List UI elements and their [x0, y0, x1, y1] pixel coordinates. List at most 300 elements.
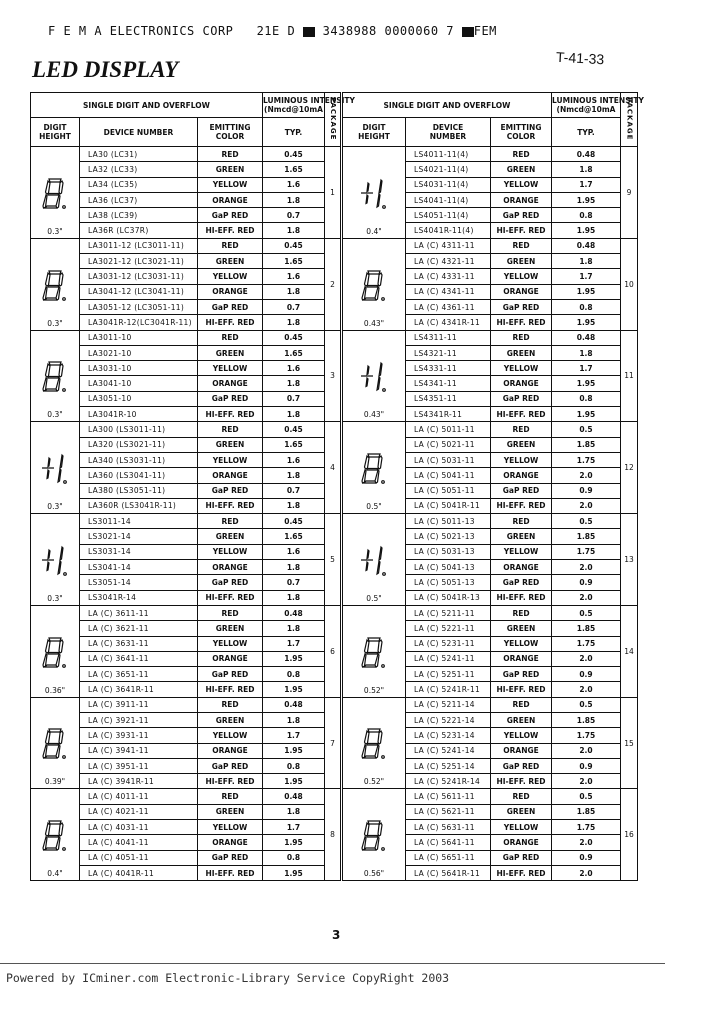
- device-number-cell: LA (C) 5221-11: [406, 621, 491, 636]
- emitting-color-cell: YELLOW: [491, 544, 552, 559]
- device-number-cell: LA (C) 3641R-11: [80, 682, 198, 697]
- device-number-cell: LA3011-10: [80, 330, 198, 345]
- device-number-cell: LS4031-11(4): [406, 177, 491, 192]
- device-number-cell: LA (C) 4311-11: [406, 238, 491, 253]
- package-header: PACKAGE: [325, 93, 341, 147]
- emitting-color-cell: YELLOW: [198, 361, 263, 376]
- luminous-typ-cell: 1.65: [263, 345, 325, 360]
- emitting-color-cell: GREEN: [491, 621, 552, 636]
- luminous-typ-cell: 1.6: [263, 177, 325, 192]
- device-number-cell: LA (C) 5041R-11: [406, 498, 491, 513]
- emitting-color-cell: ORANGE: [491, 284, 552, 299]
- device-number-cell: LA (C) 5031-13: [406, 544, 491, 559]
- table-row: [343, 238, 638, 253]
- luminous-typ-cell: 1.95: [552, 284, 621, 299]
- device-number-cell: LA (C) 4041-11: [80, 835, 198, 850]
- luminous-typ-cell: 2.0: [552, 774, 621, 789]
- table-row: [31, 514, 341, 529]
- emitting-color-cell: RED: [491, 697, 552, 712]
- device-number-cell: LS4311-11: [406, 330, 491, 345]
- emitting-color-cell: HI-EFF. RED: [491, 315, 552, 330]
- luminous-typ-cell: 2.0: [552, 560, 621, 575]
- luminous-typ-cell: 0.9: [552, 667, 621, 682]
- device-number-cell: LA34 (LC35): [80, 177, 198, 192]
- device-number-cell: LS4331-11: [406, 361, 491, 376]
- emitting-color-cell: RED: [491, 605, 552, 620]
- luminous-typ-cell: 1.95: [552, 376, 621, 391]
- emitting-color-cell: HI-EFF. RED: [491, 407, 552, 422]
- luminous-typ-cell: 1.7: [552, 361, 621, 376]
- luminous-typ-cell: 1.95: [263, 774, 325, 789]
- device-number-cell: LA (C) 4361-11: [406, 299, 491, 314]
- device-number-cell: LA38 (LC39): [80, 208, 198, 223]
- seven-segment-digit-icon: [31, 177, 79, 211]
- emitting-color-cell: ORANGE: [198, 284, 263, 299]
- device-number-cell: LA (C) 5611-11: [406, 789, 491, 804]
- device-number-cell: LA3021-12 (LC3021-11): [80, 254, 198, 269]
- luminous-typ-cell: 0.8: [263, 667, 325, 682]
- emitting-color-cell: GREEN: [198, 437, 263, 452]
- luminous-typ-cell: 1.85: [552, 712, 621, 727]
- table-row: [31, 697, 341, 712]
- emitting-color-header: EMITTING COLOR: [491, 118, 552, 147]
- emitting-color-cell: YELLOW: [491, 728, 552, 743]
- digit-height-value: 0.5": [366, 502, 382, 512]
- emitting-color-cell: RED: [491, 789, 552, 804]
- package-number-cell: 4: [325, 422, 341, 514]
- luminous-typ-cell: 1.75: [552, 728, 621, 743]
- luminous-typ-cell: 0.45: [263, 422, 325, 437]
- digit-height-value: 0.3": [47, 502, 63, 512]
- device-number-cell: LA (C) 4051-11: [80, 850, 198, 865]
- seven-segment-digit-icon: [31, 360, 79, 394]
- luminous-typ-cell: 0.48: [263, 605, 325, 620]
- device-number-header: DEVICE NUMBER: [80, 118, 198, 147]
- device-number-cell: LS4041-11(4): [406, 192, 491, 207]
- overflow-digit-icon: [343, 177, 405, 211]
- seven-segment-digit-icon: [343, 269, 405, 303]
- luminous-typ-cell: 1.75: [552, 452, 621, 467]
- device-number-cell: LA (C) 5051-13: [406, 575, 491, 590]
- block-mark: [303, 27, 315, 37]
- emitting-color-cell: HI-EFF. RED: [491, 774, 552, 789]
- table-row: [343, 422, 638, 437]
- luminous-typ-cell: 0.9: [552, 575, 621, 590]
- emitting-color-cell: GaP RED: [198, 667, 263, 682]
- emitting-color-cell: YELLOW: [491, 361, 552, 376]
- digit-height-cell: [343, 422, 406, 514]
- luminous-typ-cell: 1.95: [263, 865, 325, 880]
- device-number-cell: LA (C) 5231-11: [406, 636, 491, 651]
- package-number-cell: 11: [621, 330, 638, 422]
- luminous-typ-cell: 0.45: [263, 238, 325, 253]
- device-number-cell: LS3051-14: [80, 575, 198, 590]
- luminous-typ-cell: 1.65: [263, 437, 325, 452]
- emitting-color-cell: GREEN: [198, 804, 263, 819]
- footer-divider: [0, 963, 665, 964]
- table-row: [31, 422, 341, 437]
- emitting-color-cell: GREEN: [491, 712, 552, 727]
- emitting-color-cell: RED: [491, 422, 552, 437]
- emitting-color-cell: HI-EFF. RED: [198, 407, 263, 422]
- luminous-typ-cell: 2.0: [552, 835, 621, 850]
- emitting-color-cell: RED: [491, 330, 552, 345]
- luminous-typ-cell: 1.85: [552, 804, 621, 819]
- emitting-color-cell: RED: [491, 514, 552, 529]
- device-number-cell: LA32 (LC33): [80, 162, 198, 177]
- emitting-color-cell: YELLOW: [491, 269, 552, 284]
- emitting-color-cell: HI-EFF. RED: [491, 865, 552, 880]
- emitting-color-cell: GaP RED: [491, 667, 552, 682]
- emitting-color-cell: ORANGE: [491, 468, 552, 483]
- luminous-typ-cell: 1.65: [263, 529, 325, 544]
- emitting-color-cell: YELLOW: [491, 177, 552, 192]
- luminous-typ-cell: 1.95: [263, 682, 325, 697]
- typ-header: TYP.: [263, 118, 325, 147]
- device-number-cell: LA (C) 3911-11: [80, 697, 198, 712]
- device-number-cell: LA (C) 4341R-11: [406, 315, 491, 330]
- device-number-header: DEVICE NUMBER: [406, 118, 491, 147]
- luminous-typ-cell: 1.6: [263, 544, 325, 559]
- emitting-color-cell: ORANGE: [198, 835, 263, 850]
- device-number-cell: LA (C) 3931-11: [80, 728, 198, 743]
- luminous-typ-cell: 0.5: [552, 697, 621, 712]
- luminous-typ-cell: 1.95: [263, 835, 325, 850]
- luminous-typ-cell: 0.48: [263, 789, 325, 804]
- device-number-cell: LA (C) 4341-11: [406, 284, 491, 299]
- table-row: [31, 238, 341, 253]
- luminous-typ-cell: 2.0: [552, 743, 621, 758]
- emitting-color-cell: GaP RED: [198, 299, 263, 314]
- luminous-typ-cell: 0.8: [263, 850, 325, 865]
- seven-segment-digit-icon: [31, 636, 79, 670]
- emitting-color-cell: GREEN: [198, 712, 263, 727]
- emitting-color-cell: YELLOW: [198, 269, 263, 284]
- device-number-cell: LA (C) 3941R-11: [80, 774, 198, 789]
- device-number-cell: LA (C) 5241R-11: [406, 682, 491, 697]
- emitting-color-cell: GREEN: [198, 345, 263, 360]
- emitting-color-cell: HI-EFF. RED: [198, 865, 263, 880]
- luminous-typ-cell: 1.8: [263, 376, 325, 391]
- emitting-color-cell: RED: [198, 789, 263, 804]
- emitting-color-cell: ORANGE: [198, 192, 263, 207]
- emitting-color-cell: RED: [198, 697, 263, 712]
- device-number-cell: LA380 (LS3051-11): [80, 483, 198, 498]
- package-number-cell: 10: [621, 238, 638, 330]
- device-number-cell: LA (C) 5621-11: [406, 804, 491, 819]
- emitting-color-cell: RED: [198, 422, 263, 437]
- emitting-color-cell: GaP RED: [491, 483, 552, 498]
- package-number-cell: 5: [325, 514, 341, 606]
- digit-height-value: 0.36": [44, 685, 66, 695]
- digit-height-header: DIGIT HEIGHT: [343, 118, 406, 147]
- emitting-color-cell: RED: [198, 514, 263, 529]
- emitting-color-cell: GaP RED: [491, 850, 552, 865]
- device-number-cell: LS4321-11: [406, 345, 491, 360]
- device-number-cell: LA (C) 5021-11: [406, 437, 491, 452]
- luminous-typ-cell: 1.95: [552, 192, 621, 207]
- emitting-color-cell: GaP RED: [491, 208, 552, 223]
- device-number-cell: LS4051-11(4): [406, 208, 491, 223]
- table-row: [31, 330, 341, 345]
- emitting-color-cell: ORANGE: [198, 651, 263, 666]
- device-number-cell: LA3011-12 (LC3011-11): [80, 238, 198, 253]
- digit-height-cell: [343, 238, 406, 330]
- emitting-color-cell: GaP RED: [198, 391, 263, 406]
- emitting-color-cell: GaP RED: [198, 850, 263, 865]
- emitting-color-cell: HI-EFF. RED: [198, 682, 263, 697]
- luminous-typ-cell: 1.6: [263, 269, 325, 284]
- digit-height-header: DIGIT HEIGHT: [31, 118, 80, 147]
- luminous-typ-cell: 1.95: [552, 223, 621, 238]
- emitting-color-cell: GaP RED: [198, 758, 263, 773]
- device-number-cell: LS3041R-14: [80, 590, 198, 605]
- device-number-cell: LA (C) 3951-11: [80, 758, 198, 773]
- digit-height-value: 0.43": [363, 318, 385, 328]
- package-number-cell: 3: [325, 330, 341, 422]
- digit-height-cell: [31, 330, 80, 422]
- footer-credit: Powered by ICminer.com Electronic-Library Service CopyRight 2003: [6, 971, 450, 985]
- package-number-cell: 15: [621, 697, 638, 789]
- emitting-color-cell: GaP RED: [198, 575, 263, 590]
- emitting-color-cell: YELLOW: [198, 636, 263, 651]
- emitting-color-cell: YELLOW: [491, 820, 552, 835]
- emitting-color-cell: GaP RED: [491, 758, 552, 773]
- luminous-typ-cell: 1.7: [263, 728, 325, 743]
- device-number-cell: LS4341-11: [406, 376, 491, 391]
- device-number-cell: LA3041-12 (LC3041-11): [80, 284, 198, 299]
- luminous-typ-cell: 0.45: [263, 147, 325, 162]
- digit-height-value: 0.3": [47, 226, 63, 236]
- luminous-typ-cell: 1.75: [552, 820, 621, 835]
- digit-height-cell: [343, 605, 406, 697]
- digit-height-cell: [31, 147, 80, 239]
- luminous-typ-cell: 0.8: [263, 758, 325, 773]
- digit-height-cell: [343, 514, 406, 606]
- luminous-typ-cell: 1.8: [263, 621, 325, 636]
- luminous-typ-cell: 2.0: [552, 682, 621, 697]
- digit-height-cell: [31, 422, 80, 514]
- device-number-cell: LA3041R-12(LC3041R-11): [80, 315, 198, 330]
- digit-height-value: 0.52": [363, 777, 385, 787]
- handwritten-note: T-41-33: [555, 48, 605, 68]
- emitting-color-cell: ORANGE: [491, 835, 552, 850]
- emitting-color-cell: RED: [491, 147, 552, 162]
- luminous-typ-cell: 0.7: [263, 483, 325, 498]
- luminous-typ-cell: 0.45: [263, 330, 325, 345]
- device-number-cell: LA (C) 5211-11: [406, 605, 491, 620]
- luminous-header: LUMINOUS INTENSITY (Nmcd@10mA: [552, 93, 621, 118]
- luminous-typ-cell: 1.8: [552, 345, 621, 360]
- device-number-cell: LA36 (LC37): [80, 192, 198, 207]
- luminous-typ-cell: 1.85: [552, 621, 621, 636]
- package-number-cell: 16: [621, 789, 638, 881]
- luminous-typ-cell: 0.5: [552, 789, 621, 804]
- luminous-typ-cell: 1.8: [263, 804, 325, 819]
- package-number-cell: 6: [325, 605, 341, 697]
- emitting-color-cell: ORANGE: [198, 743, 263, 758]
- luminous-typ-cell: 0.5: [552, 514, 621, 529]
- package-number-cell: 9: [621, 147, 638, 239]
- device-number-cell: LA (C) 5651-11: [406, 850, 491, 865]
- emitting-color-cell: RED: [198, 605, 263, 620]
- seven-segment-digit-icon: [31, 819, 79, 853]
- emitting-color-cell: RED: [198, 147, 263, 162]
- emitting-color-cell: GREEN: [491, 529, 552, 544]
- emitting-color-cell: GaP RED: [491, 575, 552, 590]
- luminous-typ-cell: 0.45: [263, 514, 325, 529]
- package-number-cell: 8: [325, 789, 341, 881]
- emitting-color-cell: ORANGE: [491, 743, 552, 758]
- package-number-cell: 1: [325, 147, 341, 239]
- package-number-cell: 2: [325, 238, 341, 330]
- device-number-cell: LA (C) 5041R-13: [406, 590, 491, 605]
- luminous-header: LUMINOUS INTENSITY (Nmcd@10mA: [263, 93, 325, 118]
- table-row: [343, 514, 638, 529]
- luminous-typ-cell: 0.9: [552, 483, 621, 498]
- digit-height-cell: [31, 514, 80, 606]
- emitting-color-cell: RED: [198, 330, 263, 345]
- device-number-cell: LA (C) 5051-11: [406, 483, 491, 498]
- header-barcode-number: 3438988 0000060 7: [322, 24, 454, 38]
- digit-height-value: 0.4": [366, 226, 382, 236]
- seven-segment-digit-icon: [343, 452, 405, 486]
- typ-header: TYP.: [552, 118, 621, 147]
- page-number: 3: [332, 928, 341, 942]
- device-number-cell: LA3041R-10: [80, 407, 198, 422]
- device-number-cell: LA (C) 5631-11: [406, 820, 491, 835]
- device-number-cell: LA (C) 5241R-14: [406, 774, 491, 789]
- luminous-typ-cell: 0.5: [552, 422, 621, 437]
- emitting-color-cell: GREEN: [198, 529, 263, 544]
- luminous-typ-cell: 0.8: [552, 391, 621, 406]
- emitting-color-cell: ORANGE: [491, 192, 552, 207]
- device-number-cell: LA (C) 3621-11: [80, 621, 198, 636]
- luminous-typ-cell: 0.7: [263, 575, 325, 590]
- emitting-color-cell: GaP RED: [491, 299, 552, 314]
- luminous-typ-cell: 0.9: [552, 758, 621, 773]
- digit-height-cell: [31, 605, 80, 697]
- digit-height-cell: [31, 697, 80, 789]
- device-number-cell: LS3021-14: [80, 529, 198, 544]
- device-number-cell: LA (C) 5041-11: [406, 468, 491, 483]
- device-number-cell: LS4351-11: [406, 391, 491, 406]
- luminous-typ-cell: 1.7: [552, 269, 621, 284]
- luminous-typ-cell: 1.8: [263, 468, 325, 483]
- device-number-cell: LA (C) 4021-11: [80, 804, 198, 819]
- digit-height-value: 0.4": [47, 869, 63, 879]
- device-number-cell: LA300 (LS3011-11): [80, 422, 198, 437]
- emitting-color-cell: HI-EFF. RED: [198, 774, 263, 789]
- luminous-typ-cell: 2.0: [552, 468, 621, 483]
- device-number-cell: LA (C) 5251-14: [406, 758, 491, 773]
- luminous-typ-cell: 0.8: [552, 299, 621, 314]
- luminous-typ-cell: 0.48: [552, 147, 621, 162]
- device-number-cell: LA (C) 5031-11: [406, 452, 491, 467]
- device-number-cell: LA (C) 4321-11: [406, 254, 491, 269]
- digit-height-value: 0.52": [363, 685, 385, 695]
- device-number-cell: LA (C) 5221-14: [406, 712, 491, 727]
- emitting-color-cell: GREEN: [491, 254, 552, 269]
- device-number-cell: LA (C) 5041-13: [406, 560, 491, 575]
- device-number-cell: LA3021-10: [80, 345, 198, 360]
- luminous-typ-cell: 0.7: [263, 299, 325, 314]
- emitting-color-cell: YELLOW: [491, 452, 552, 467]
- emitting-color-cell: GaP RED: [491, 391, 552, 406]
- luminous-typ-cell: 1.65: [263, 162, 325, 177]
- package-number-cell: 13: [621, 514, 638, 606]
- right-spec-table: [342, 92, 644, 881]
- section-header: SINGLE DIGIT AND OVERFLOW: [343, 93, 552, 118]
- luminous-typ-cell: 2.0: [552, 590, 621, 605]
- device-number-cell: LA320 (LS3021-11): [80, 437, 198, 452]
- device-number-cell: LA (C) 5241-11: [406, 651, 491, 666]
- table-row: [343, 605, 638, 620]
- company-name: F E M A ELECTRONICS CORP: [48, 24, 234, 38]
- emitting-color-cell: RED: [491, 238, 552, 253]
- table-row: [31, 605, 341, 620]
- luminous-typ-cell: 1.6: [263, 452, 325, 467]
- table-row: [343, 330, 638, 345]
- device-number-cell: LA (C) 5241-14: [406, 743, 491, 758]
- digit-height-value: 0.3": [47, 410, 63, 420]
- header-fem: FEM: [473, 24, 497, 38]
- emitting-color-cell: GREEN: [198, 162, 263, 177]
- device-number-cell: LA340 (LS3031-11): [80, 452, 198, 467]
- emitting-color-header: EMITTING COLOR: [198, 118, 263, 147]
- device-number-cell: LA (C) 3921-11: [80, 712, 198, 727]
- document-header-line: [48, 24, 497, 38]
- emitting-color-cell: HI-EFF. RED: [198, 223, 263, 238]
- luminous-typ-cell: 1.85: [552, 437, 621, 452]
- seven-segment-digit-icon: [31, 269, 79, 303]
- emitting-color-cell: GREEN: [491, 162, 552, 177]
- seven-segment-digit-icon: [343, 819, 405, 853]
- luminous-typ-cell: 1.95: [552, 407, 621, 422]
- emitting-color-cell: YELLOW: [198, 728, 263, 743]
- device-number-cell: LA (C) 3941-11: [80, 743, 198, 758]
- table-row: [343, 697, 638, 712]
- device-number-cell: LS3011-14: [80, 514, 198, 529]
- luminous-typ-cell: 1.8: [263, 192, 325, 207]
- emitting-color-cell: HI-EFF. RED: [198, 498, 263, 513]
- luminous-typ-cell: 1.85: [552, 529, 621, 544]
- emitting-color-cell: ORANGE: [491, 560, 552, 575]
- emitting-color-cell: HI-EFF. RED: [491, 590, 552, 605]
- luminous-typ-cell: 1.7: [263, 636, 325, 651]
- luminous-typ-cell: 1.75: [552, 636, 621, 651]
- overflow-digit-icon: [343, 360, 405, 394]
- luminous-typ-cell: 0.48: [552, 330, 621, 345]
- device-number-cell: LA (C) 4331-11: [406, 269, 491, 284]
- digit-height-cell: [31, 238, 80, 330]
- device-number-cell: LA (C) 5021-13: [406, 529, 491, 544]
- luminous-typ-cell: 1.8: [263, 223, 325, 238]
- block-mark: [462, 27, 474, 37]
- section-header: SINGLE DIGIT AND OVERFLOW: [31, 93, 263, 118]
- digit-height-value: 0.56": [363, 869, 385, 879]
- luminous-typ-cell: 1.8: [263, 407, 325, 422]
- luminous-typ-cell: 1.6: [263, 361, 325, 376]
- device-number-cell: LS4341R-11: [406, 407, 491, 422]
- luminous-typ-cell: 1.8: [263, 590, 325, 605]
- emitting-color-cell: HI-EFF. RED: [491, 498, 552, 513]
- emitting-color-cell: GREEN: [198, 254, 263, 269]
- device-number-cell: LA (C) 5211-14: [406, 697, 491, 712]
- device-number-cell: LS3041-14: [80, 560, 198, 575]
- digit-height-cell: [31, 789, 80, 881]
- device-number-cell: LA (C) 4031-11: [80, 820, 198, 835]
